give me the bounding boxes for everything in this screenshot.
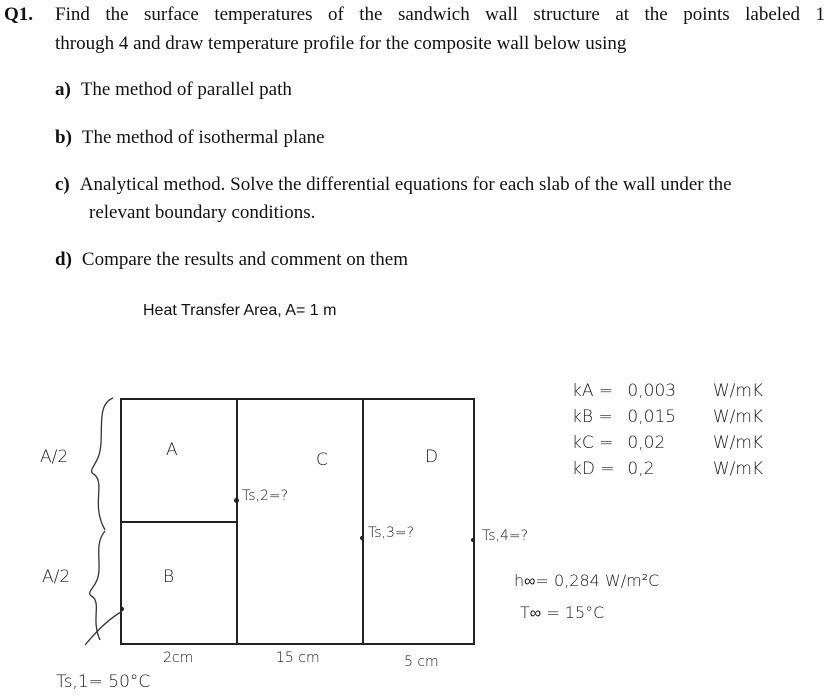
point-4-dot	[471, 538, 475, 542]
part-a	[55, 79, 292, 101]
question-number: Q1.	[4, 4, 34, 25]
part-d-text: Compare the results and comment on them	[81, 249, 408, 270]
wall-bottom-edge	[120, 643, 475, 645]
ts2-label: Ts,2=?	[242, 488, 289, 504]
convection-coefficient: h∞= 0,284 W/m²C	[514, 571, 660, 590]
part-c-text-line2: relevant boundary conditions.	[89, 202, 316, 223]
point-2-dot	[234, 498, 239, 503]
wall-top-edge	[120, 398, 475, 400]
point-1-dot	[120, 607, 124, 611]
conductivity-c: kC = 0,02 W/mK	[572, 433, 764, 453]
part-b-letter: b)	[55, 127, 72, 148]
part-c	[55, 174, 732, 196]
part-c-text: Analytical method. Solve the differential equations for each slab of the wall under the	[79, 174, 732, 195]
part-d-letter: d)	[55, 249, 72, 270]
conductivity-list	[572, 378, 763, 482]
half-area-bottom-label: A/2	[42, 567, 71, 587]
region-c-label: C	[316, 450, 328, 470]
ts3-label: Ts,3=?	[368, 525, 415, 541]
question-text-line1: Find the surface temperatures of the sandwich wall structure at the points labeled 1	[55, 4, 825, 25]
heat-transfer-area-label: Heat Transfer Area, A= 1 m	[143, 302, 337, 319]
point-3-dot	[360, 536, 364, 540]
part-a-letter: a)	[55, 79, 71, 100]
brace-icon	[85, 395, 125, 645]
divider-c-d	[362, 398, 364, 645]
part-c-letter: c)	[55, 174, 70, 195]
region-b-label: B	[163, 567, 175, 587]
part-a-text: The method of parallel path	[80, 79, 292, 100]
part-d	[55, 249, 408, 271]
half-area-top-label: A/2	[40, 447, 69, 467]
conductivity-a: kA = 0,003 W/mK	[572, 381, 764, 401]
thickness-d: 5 cm	[404, 654, 439, 670]
conductivity-b: kB = 0,015 W/mK	[572, 407, 764, 427]
part-b-text: The method of isothermal plane	[81, 127, 325, 148]
conductivity-d: kD = 0,2 W/mK	[572, 459, 764, 479]
wall-right-edge	[473, 398, 475, 645]
thickness-c: 15 cm	[276, 650, 320, 666]
question-text-line2: through 4 and draw temperature profile for the composite wall below using	[55, 33, 627, 54]
thickness-a-b: 2cm	[163, 650, 194, 666]
ts4-label: Ts,4=?	[482, 528, 529, 544]
divider-a-b	[120, 521, 237, 523]
part-b	[55, 127, 325, 149]
region-a-label: A	[166, 440, 178, 460]
ambient-temperature: T∞ = 15°C	[520, 603, 605, 622]
ts1-label: Ts,1= 50°C	[56, 672, 151, 692]
region-d-label: D	[425, 447, 439, 467]
